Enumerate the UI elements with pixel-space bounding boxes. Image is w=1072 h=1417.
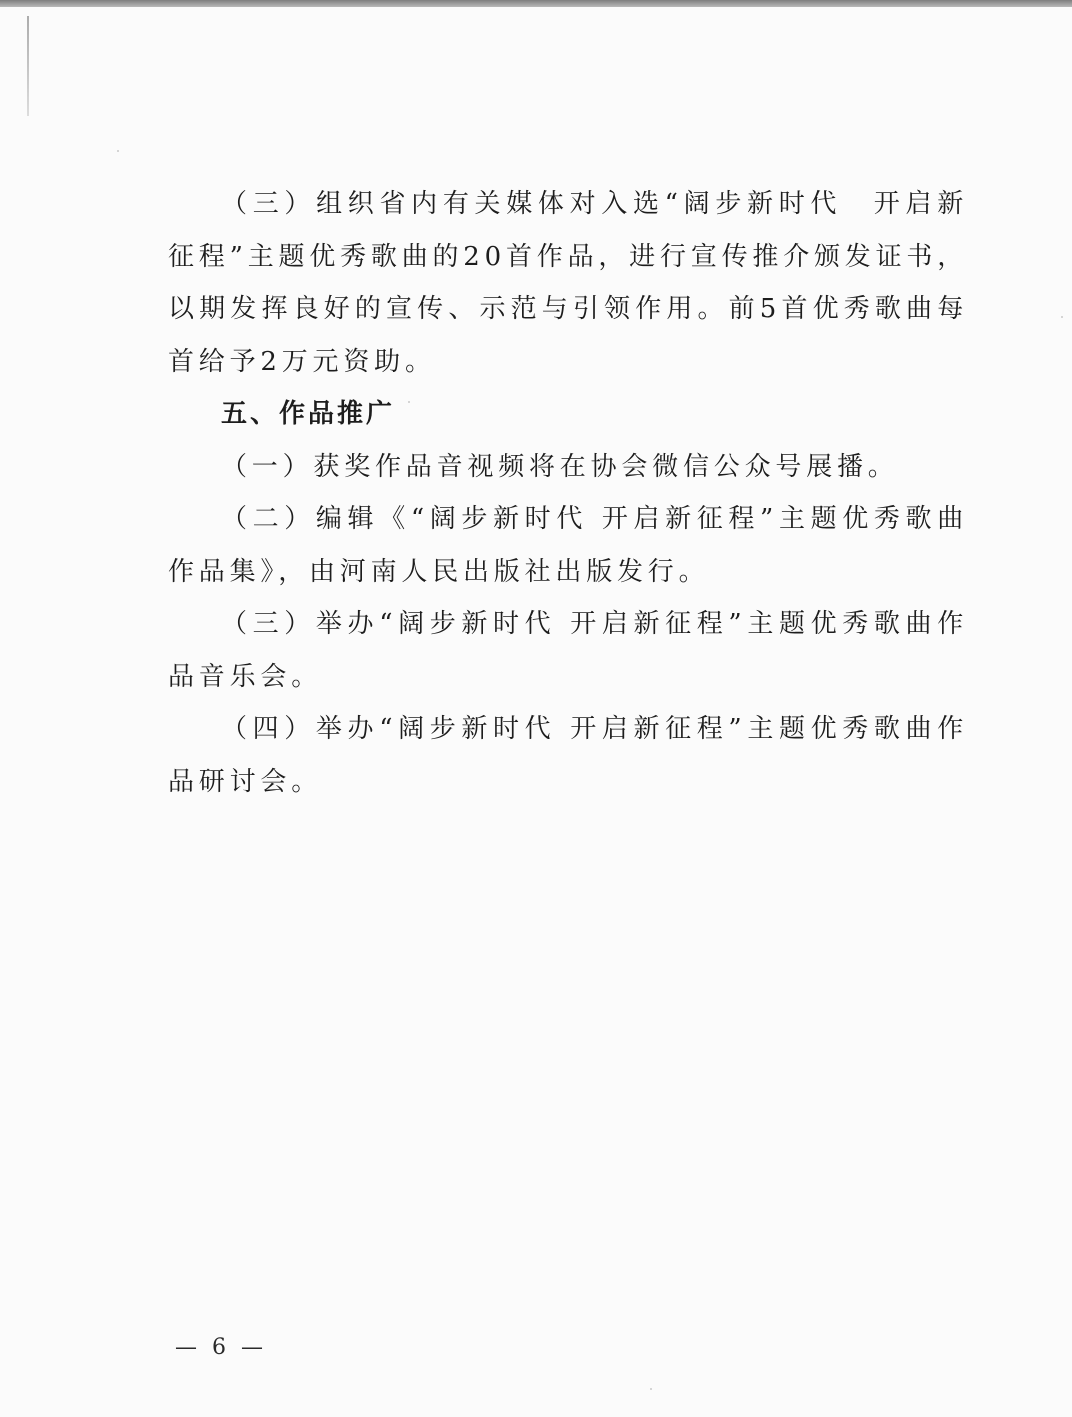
promotion-item: （四）举办“阔步新时代 开启新征程”主题优秀歌曲作品研讨会。	[168, 714, 968, 797]
scan-speck	[650, 1388, 652, 1390]
scan-left-mark	[27, 16, 29, 116]
document-body	[168, 178, 968, 808]
section-heading: 五、作品推广	[221, 399, 396, 429]
page-number: — 6 —	[175, 1335, 267, 1360]
paragraph-3: （三）组织省内有关媒体对入选“阔步新时代 开启新征程”主题优秀歌曲的20首作品，进行宣传推介颁发证书，以期发挥良好的宣传、示范与引领作用。前5首优秀歌曲每首给予2万元资助。	[168, 189, 968, 377]
scan-top-edge	[0, 0, 1072, 7]
scan-speck	[117, 150, 119, 152]
promotion-item: （一）获奖作品音视频将在协会微信公众号展播。	[221, 451, 899, 482]
promotion-item: （二）编辑《“阔步新时代 开启新征程”主题优秀歌曲作品集》，由河南人民出版社出版发行。	[168, 504, 968, 587]
promotion-item: （三）举办“阔步新时代 开启新征程”主题优秀歌曲作品音乐会。	[168, 609, 968, 692]
scan-speck	[1061, 316, 1063, 318]
